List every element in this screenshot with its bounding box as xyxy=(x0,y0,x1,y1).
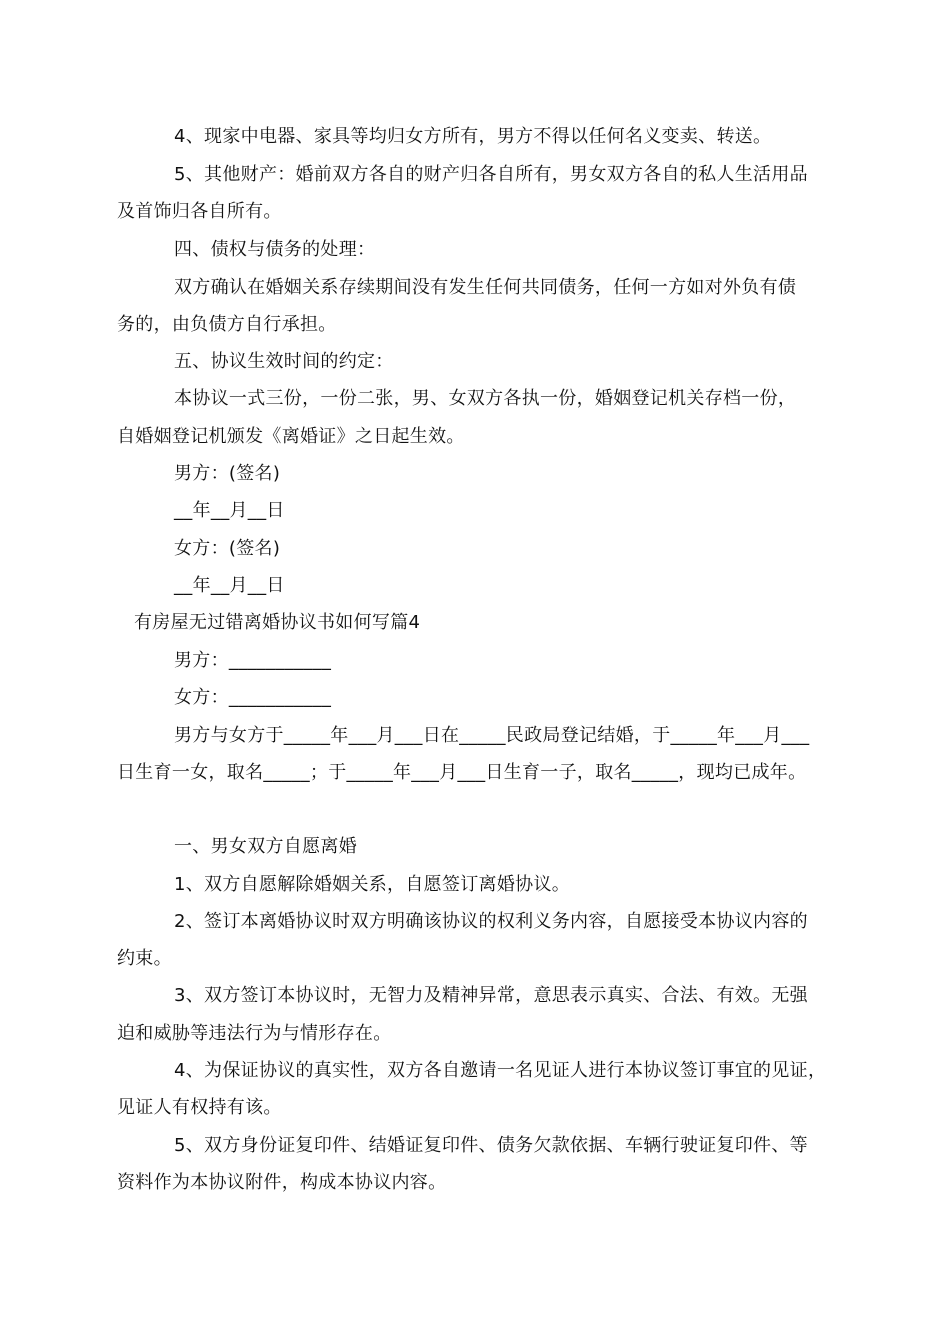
text-line-17: 男方与女方于_____年___月___日在_____民政局登记结婚，于_____年___月___ xyxy=(174,725,810,746)
text-line-25: 4、为保证协议的真实性，双方各自邀请一名见证人进行本协议签订事宜的见证， xyxy=(174,1060,827,1081)
male-signature-date: __年__月__日 xyxy=(174,500,285,521)
text-line-27: 5、双方身份证复印件、结婚证复印件、债务欠款依据、车辆行驶证复印件、等 xyxy=(174,1135,808,1156)
female-signature-date: __年__月__日 xyxy=(174,575,285,596)
section-heading-divorce: 一、男女双方自愿离婚 xyxy=(174,836,357,857)
text-line-18: 日生育一女，取名_____；于_____年___月___日生育一子，取名_____，现均已成年。 xyxy=(117,762,807,783)
text-line-8: 本协议一式三份，一份二张，男、女双方各执一份，婚姻登记机关存档一份， xyxy=(174,388,797,409)
male-party-field: 男方：___________ xyxy=(174,650,332,671)
text-line-28: 资料作为本协议附件，构成本协议内容。 xyxy=(117,1172,447,1193)
text-line-23: 3、双方签订本协议时，无智力及精神异常，意思表示真实、合法、有效。无强 xyxy=(174,985,808,1006)
female-signature-label: 女方：(签名) xyxy=(174,538,281,559)
text-line-5: 双方确认在婚姻关系存续期间没有发生任何共同债务，任何一方如对外负有债 xyxy=(174,277,797,298)
text-line-20: 1、双方自愿解除婚姻关系，自愿签订离婚协议。 xyxy=(174,874,571,895)
text-line-2: 5、其他财产：婚前双方各自的财产归各自所有，男女双方各自的私人生活用品 xyxy=(174,164,808,185)
section-heading-effective: 五、协议生效时间的约定： xyxy=(174,351,394,372)
text-line-9: 自婚姻登记机颁发《离婚证》之日起生效。 xyxy=(117,426,465,447)
female-party-field: 女方：___________ xyxy=(174,687,332,708)
text-line-24: 迫和威胁等违法行为与情形存在。 xyxy=(117,1023,392,1044)
text-line-21: 2、签订本离婚协议时双方明确该协议的权利义务内容，自愿接受本协议内容的 xyxy=(174,911,808,932)
text-line-26: 见证人有权持有该。 xyxy=(117,1097,282,1118)
text-line-22: 约束。 xyxy=(117,948,172,969)
male-signature-label: 男方：(签名) xyxy=(174,463,281,484)
text-line-1: 4、现家中电器、家具等均归女方所有，男方不得以任何名义变卖、转送。 xyxy=(174,126,772,147)
text-line-6: 务的，由负债方自行承担。 xyxy=(117,314,337,335)
text-line-3: 及首饰归各自所有。 xyxy=(117,201,282,222)
article-title: 有房屋无过错离婚协议书如何写篇4 xyxy=(134,612,421,633)
section-heading-debts: 四、债权与债务的处理： xyxy=(174,239,376,260)
